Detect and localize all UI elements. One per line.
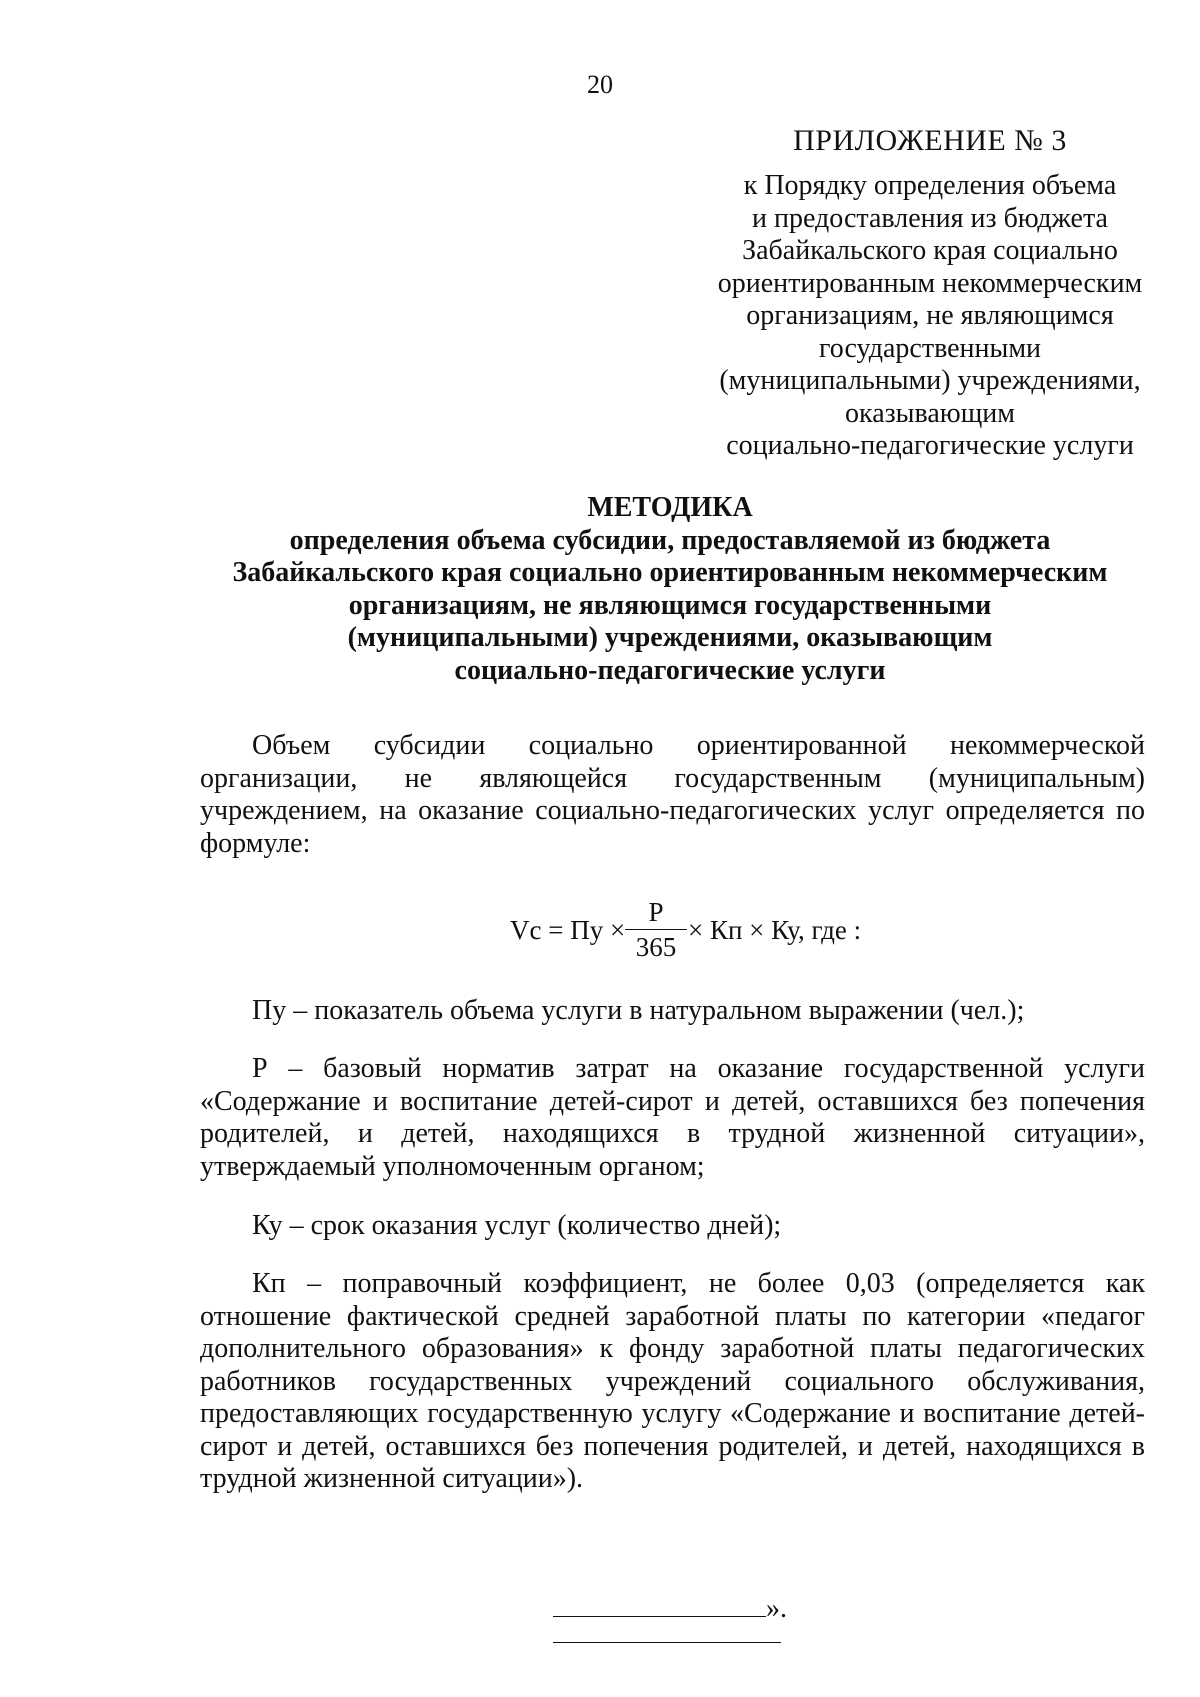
appendix-line: и предоставления из бюджета (752, 202, 1108, 234)
definition-kp: Кп – поправочный коэффициент, не более 0,03 (определяется как отношение фактической средней заработной платы по категории «педагог дополнительного образования» к фонду заработной платы педагогических работников государственных учреждений социального обслуживания, предоставляющих государственную услугу «Содержание и воспитание детей-сирот и детей, оставшихся без попечения родителей, и детей, находящихся в трудной жизненной ситуации»). (200, 1268, 1145, 1494)
formula-fraction (625, 895, 687, 964)
formula-denominator: 365 (635, 932, 677, 962)
methodology-subtitle-line: определения объема субсидии, предоставляемой из бюджета (289, 524, 1051, 556)
formula-rhs: × Кп × Ку, где : (688, 915, 862, 945)
end-rule (553, 1642, 781, 1643)
appendix-line: (муниципальными) учреждениями, (719, 365, 1141, 396)
methodology-subtitle-line: организациям, не являющимся государственными (348, 589, 992, 621)
appendix-line: социально-педагогические услуги (726, 430, 1134, 461)
closing-mark: ». (766, 1593, 787, 1624)
formula-numerator: Р (648, 897, 664, 927)
formula-lhs: Vc = Пу × (510, 915, 626, 945)
definition-pu: Пу – показатель объема услуги в натуральном выражении (чел.); (252, 995, 1025, 1026)
page-number: 20 (587, 70, 613, 99)
appendix-line: государственными (818, 332, 1042, 364)
definition-ku: Ку – срок оказания услуг (количество дней); (252, 1210, 782, 1241)
subsidy-formula (510, 895, 910, 975)
methodology-subtitle-line: социально-педагогические услуги (454, 654, 886, 686)
appendix-title: ПРИЛОЖЕНИЕ № 3 (793, 124, 1067, 157)
appendix-line: оказывающим (845, 397, 1015, 429)
methodology-subtitle-line: Забайкальского края социально ориентированным некоммерческим (232, 557, 1108, 588)
methodology-heading: МЕТОДИКА (587, 492, 753, 523)
closing-line (553, 1590, 787, 1625)
appendix-line: организациям, не являющимся (746, 300, 1114, 331)
intro-paragraph: Объем субсидии социально ориентированной некоммерческой организации, не являющейся государственным (муниципальным) учреждением, на оказание социально-педагогических услуг определяется по формуле: (200, 730, 1145, 859)
appendix-line: к Порядку определения объема (743, 170, 1117, 201)
signature-underline (553, 1590, 766, 1617)
appendix-line: ориентированным некоммерческим (717, 267, 1143, 299)
methodology-heading-block (200, 492, 1140, 687)
appendix-subtitle (700, 170, 1160, 463)
definition-r: Р – базовый норматив затрат на оказание государственной услуги «Содержание и воспитание детей-сирот и детей, оставшихся без попечения родителей, и детей, находящихся в трудной жизненной ситуации», утверждаемый уполномоченным органом; (200, 1053, 1145, 1182)
methodology-subtitle-line: (муниципальными) учреждениями, оказывающим (347, 622, 993, 653)
appendix-line: Забайкальского края социально (742, 235, 1118, 266)
